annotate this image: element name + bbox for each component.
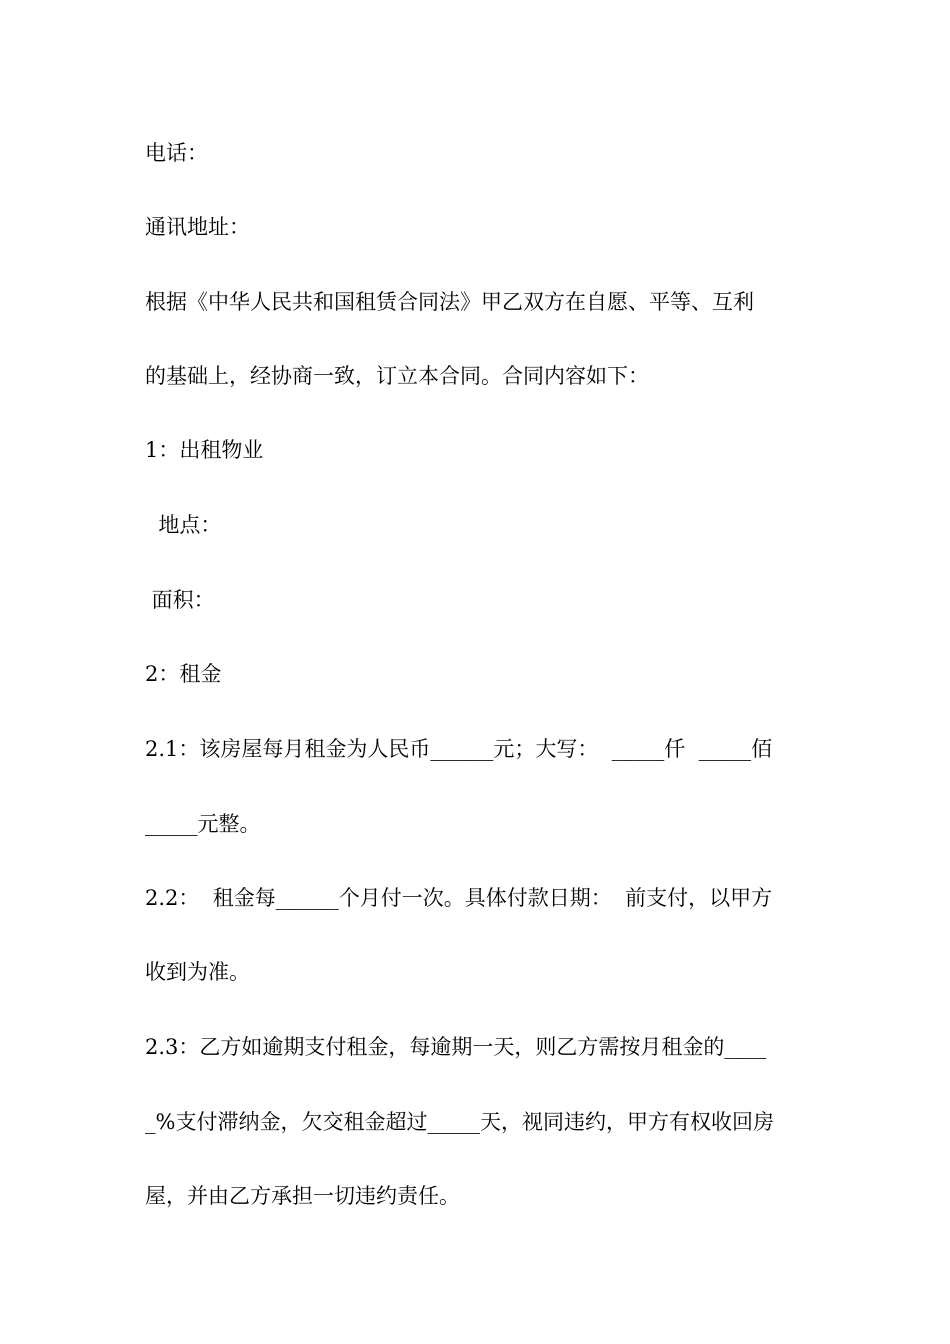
preamble-line-1: 根据《中华人民共和国租赁合同法》甲乙双方在自愿、平等、互利 <box>145 290 754 314</box>
clause-2-3-line-3: 屋，并由乙方承担一切违约责任。 <box>145 1184 460 1208</box>
clause-2-2-line-2: 收到为准。 <box>145 960 250 984</box>
clause-2-1-line-2: _____元整。 <box>145 812 261 836</box>
section-2-heading: 2：租金 <box>145 662 222 686</box>
clause-2-2-line-1: 2.2： 租金每______个月付一次。具体付款日期： 前支付，以甲方 <box>145 886 773 910</box>
clause-2-1-line-1: 2.1：该房屋每月租金为人民币______元；大写： _____仟 _____佰 <box>145 737 773 761</box>
section-1-heading: 1：出租物业 <box>145 438 264 462</box>
preamble-line-2: 的基础上，经协商一致，订立本合同。合同内容如下： <box>145 364 649 388</box>
area-field: 面积： <box>145 588 215 612</box>
address-label: 通讯地址： <box>145 215 250 239</box>
phone-label: 电话： <box>145 141 208 165</box>
clause-2-3-line-2: _%支付滞纳金，欠交租金超过_____天，视同违约，甲方有权收回房 <box>145 1110 774 1134</box>
location-field: 地点： <box>145 513 222 537</box>
clause-2-3-line-1: 2.3：乙方如逾期支付租金，每逾期一天，则乙方需按月租金的____ <box>145 1035 767 1059</box>
